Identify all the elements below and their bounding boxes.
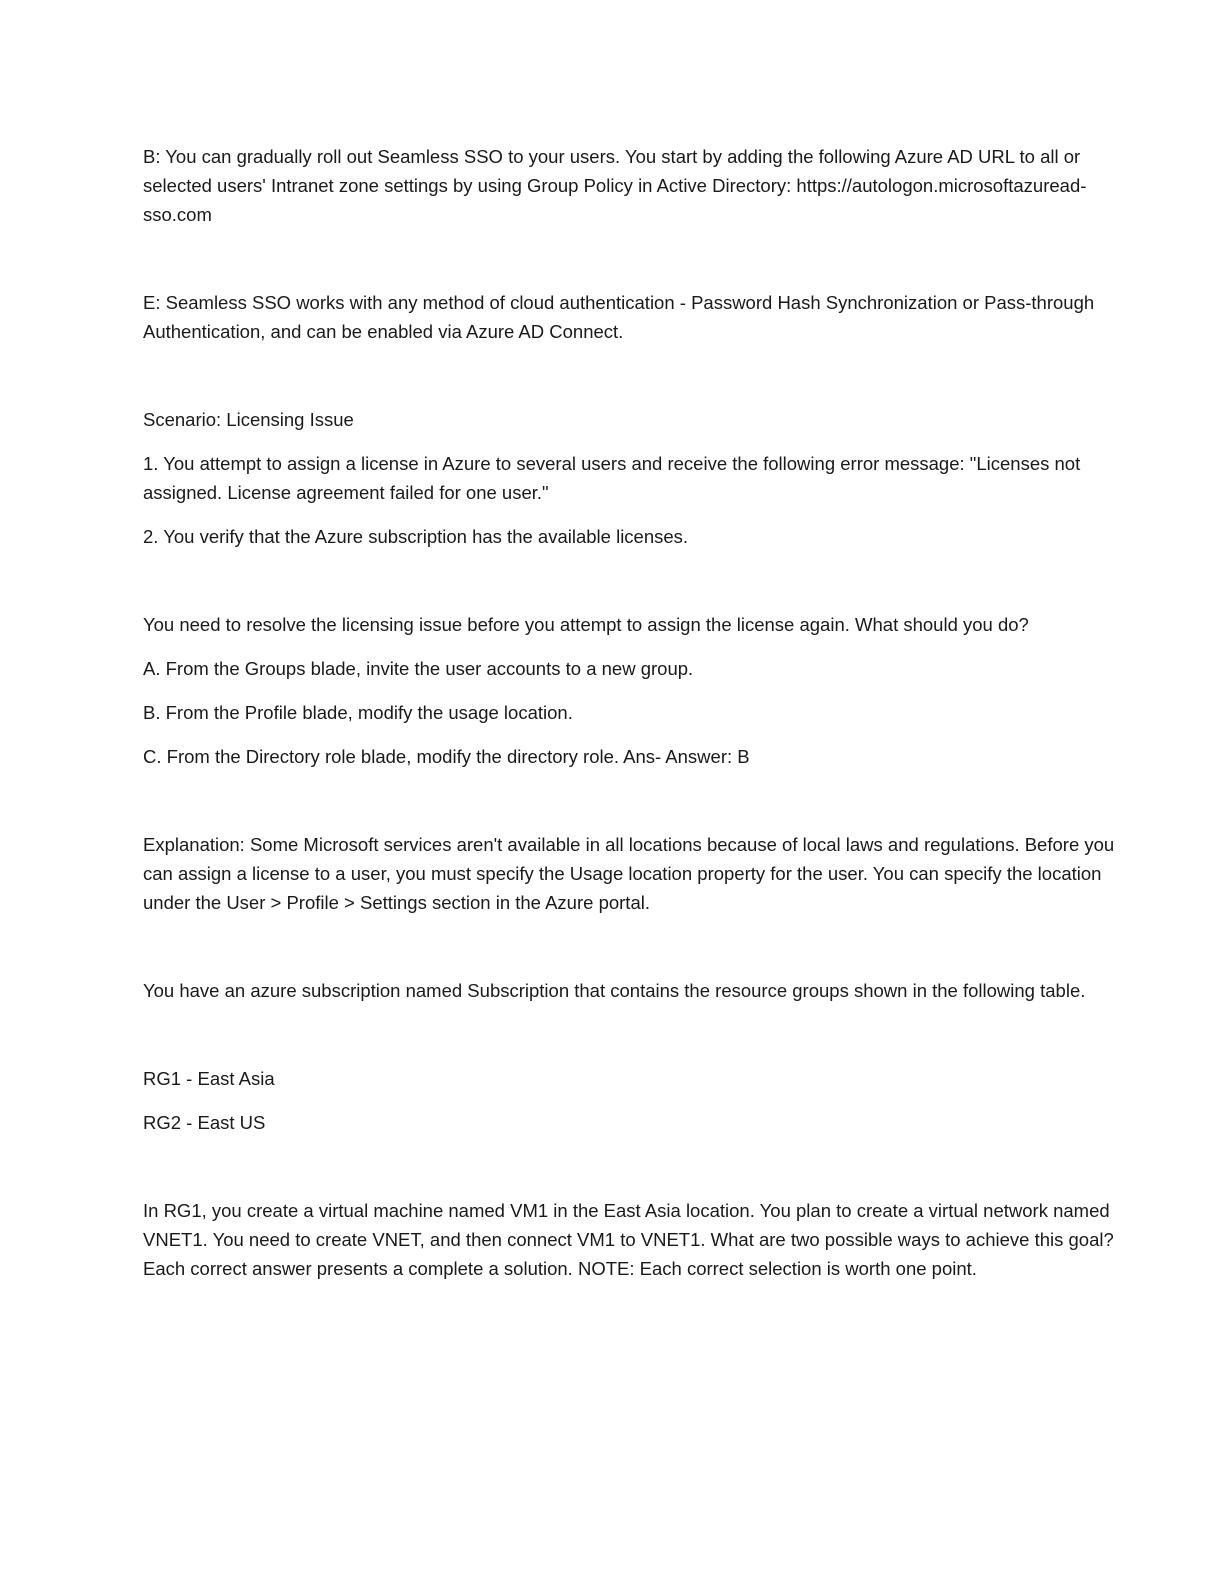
question-text: You need to resolve the licensing issue before you attempt to assign the license again. What should you do? <box>143 614 1029 635</box>
document-body <box>143 142 1118 1283</box>
option-a: A. From the Groups blade, invite the user accounts to a new group. <box>143 658 694 679</box>
scenario-heading: Scenario: Licensing Issue <box>143 409 354 430</box>
paragraph-seamless-sso-auth: E: Seamless SSO works with any method of cloud authentication - Password Hash Synchronization or Pass-through Authentication, and can be enabled via Azure AD Connect. <box>143 292 1095 342</box>
option-b: B. From the Profile blade, modify the usage location. <box>143 702 573 723</box>
resource-group-rg1: RG1 - East Asia <box>143 1068 275 1089</box>
option-c-answer: C. From the Directory role blade, modify the directory role. Ans- Answer: B <box>143 746 750 767</box>
resource-group-rg2: RG2 - East US <box>143 1112 266 1133</box>
paragraph-seamless-sso-rollout: B: You can gradually roll out Seamless SSO to your users. You start by adding the following Azure AD URL to all or selected users' Intranet zone settings by using Group Policy in Active Directory: https://autologon.microsoftazuread-sso.com <box>143 146 1087 225</box>
vnet-question-paragraph: In RG1, you create a virtual machine named VM1 in the East Asia location. You plan to create a virtual network named VNET1. You need to create VNET, and then connect VM1 to VNET1. What are two possible ways to achieve this goal? Each correct answer presents a complete a solution. NOTE: Each correct selection is worth one point. <box>143 1200 1114 1279</box>
explanation-paragraph: Explanation: Some Microsoft services aren't available in all locations because of local laws and regulations. Before you can assign a license to a user, you must specify the Usage location property for the user. You can specify the location under the User > Profile > Settings section in the Azure portal. <box>143 834 1115 913</box>
subscription-paragraph: You have an azure subscription named Subscription that contains the resource groups shown in the following table. <box>143 980 1086 1001</box>
scenario-step-1: 1. You attempt to assign a license in Azure to several users and receive the following error message: "Licenses not assigned. License agreement failed for one user." <box>143 453 1081 503</box>
scenario-step-2: 2. You verify that the Azure subscription has the available licenses. <box>143 526 689 547</box>
